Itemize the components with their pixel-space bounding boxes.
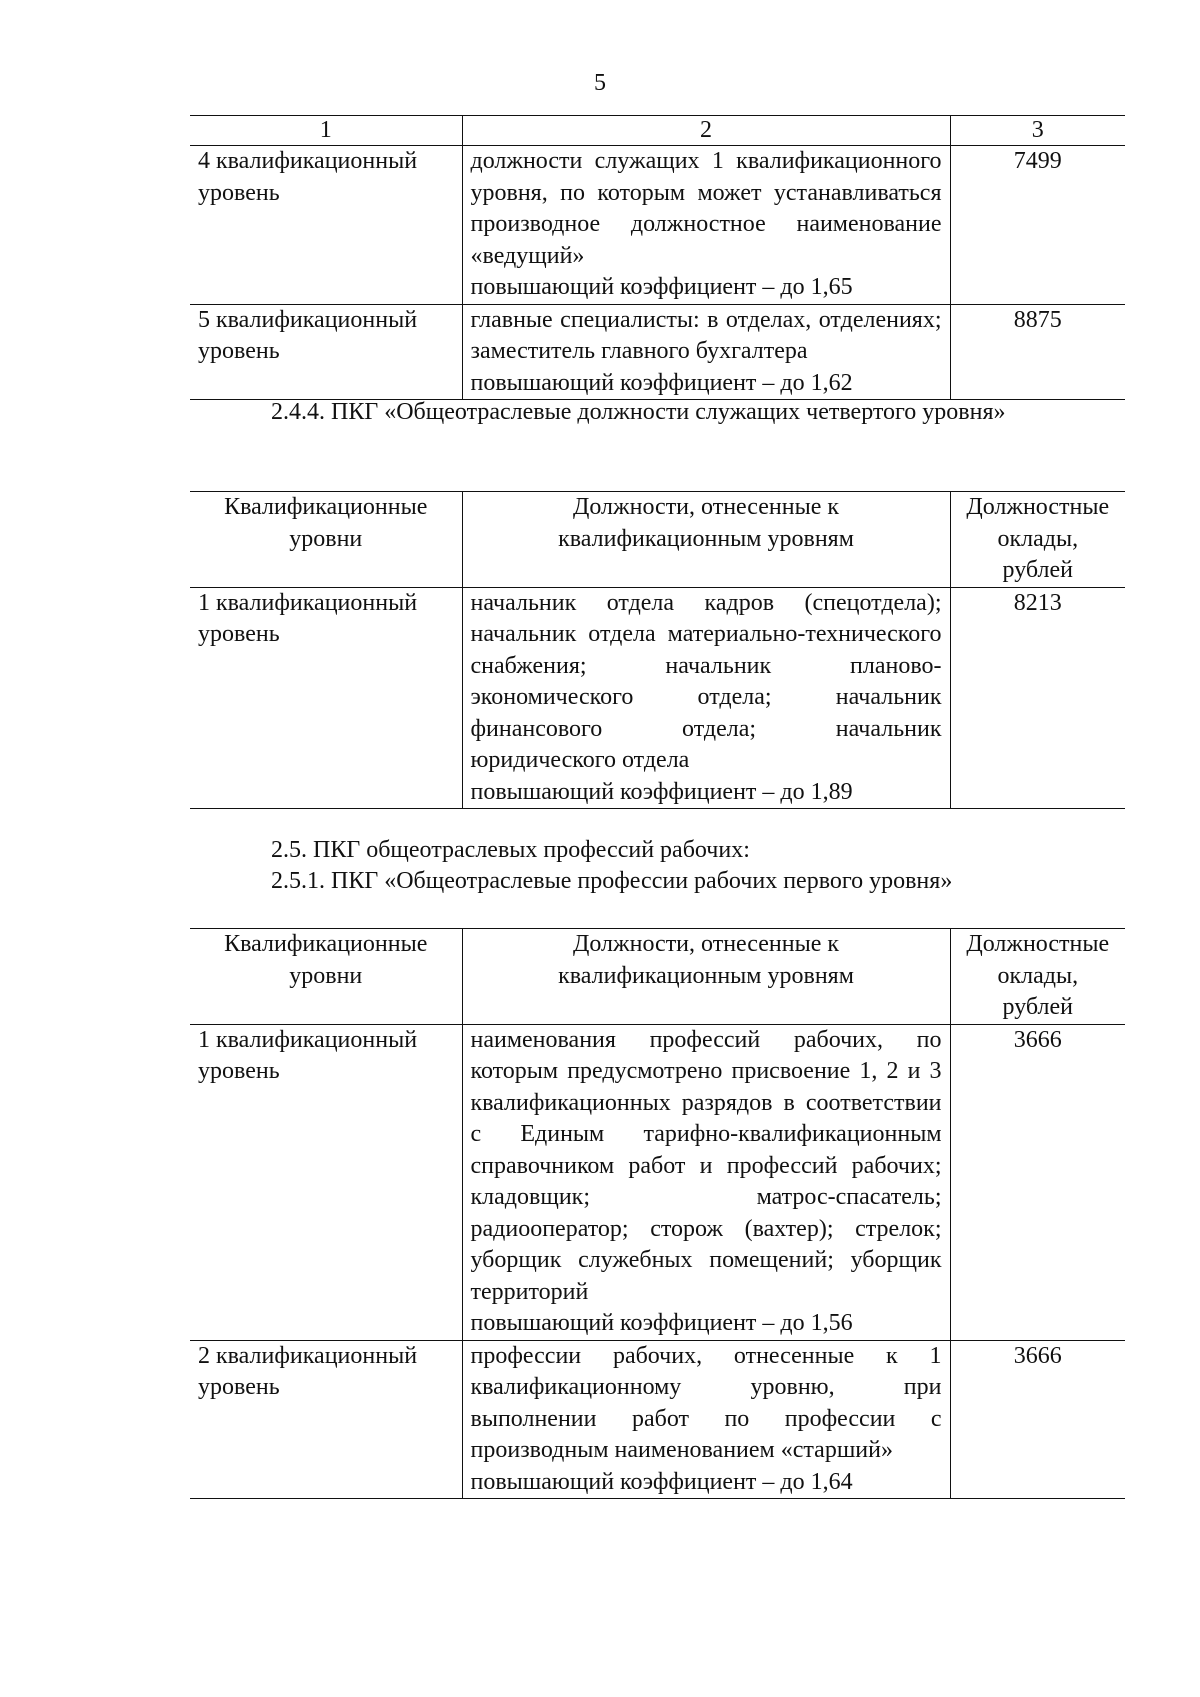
column-header: Должности, отнесенные к квалификационным уровням — [462, 929, 950, 1025]
qualification-level: 1 квалификационный уровень — [198, 589, 418, 647]
positions-text: наименования профессий рабочих, по которым предусмотрено присвоение 1, 2 и 3 квалификационных разрядов в соответствии с Единым тарифно-квалификационным справочником работ и профессий рабочих; кладовщик; матрос-спасатель; радиооператор; сторож (вахтер); стрелок; уборщик служебных помещений; уборщик территорий — [470, 1026, 942, 1305]
table-header-row — [190, 492, 1125, 588]
positions-cell — [462, 304, 950, 400]
salary-value: 3666 — [950, 1340, 1125, 1499]
salary-value: 8213 — [950, 587, 1125, 809]
salary-table — [190, 491, 1125, 809]
coefficient-text: повышающий коэффициент – до 1,62 — [470, 369, 853, 396]
positions-text: главные специалисты: в отделах, отделениях; заместитель главного бухгалтера — [470, 306, 942, 364]
positions-cell — [462, 1024, 950, 1340]
coefficient-text: повышающий коэффициент – до 1,65 — [470, 274, 853, 300]
section-heading: 2.5. ПКГ общеотраслевых профессий рабочих: — [271, 837, 750, 863]
column-header: 2 — [462, 116, 950, 146]
positions-cell — [462, 587, 950, 809]
qualification-level: 2 квалификационный уровень — [198, 1342, 418, 1400]
section-heading: 2.5.1. ПКГ «Общеотраслевые профессии рабочих первого уровня» — [271, 868, 953, 894]
coefficient-text: повышающий коэффициент – до 1,56 — [470, 1310, 853, 1336]
table-row — [190, 587, 1125, 809]
section-heading: 2.4.4. ПКГ «Общеотраслевые должности служащих четвертого уровня» — [271, 399, 1006, 425]
positions-text: профессии рабочих, отнесенные к 1 квалификационному уровню, при выполнении работ по профессии с производным наименованием «старший» — [470, 1342, 942, 1463]
page-number: 5 — [594, 70, 606, 96]
column-header: Должностные оклады, рублей — [950, 492, 1125, 588]
column-header: Квалификационные уровни — [224, 931, 428, 989]
coefficient-text: повышающий коэффициент – до 1,64 — [470, 1468, 853, 1495]
table-header-row — [190, 929, 1125, 1025]
positions-text: должности служащих 1 квалификационного уровня, по которым может устанавливаться производное должностное наименование «ведущий» — [470, 148, 942, 269]
salary-value: 7499 — [950, 146, 1125, 305]
qualification-level: 5 квалификационный уровень — [198, 306, 418, 364]
coefficient-text: повышающий коэффициент – до 1,89 — [470, 778, 853, 805]
column-header: Должности, отнесенные к квалификационным уровням — [462, 492, 950, 588]
table-row — [190, 304, 1125, 400]
table-row — [190, 1340, 1125, 1499]
qualification-level: 4 квалификационный уровень — [198, 148, 418, 206]
salary-table-continued — [190, 115, 1125, 400]
table-row — [190, 1024, 1125, 1340]
positions-text: начальник отдела кадров (спецотдела); начальник отдела материально-технического снабжения; начальник планово-экономического отдела; начальник финансового отдела; начальник юридического отдела — [470, 589, 942, 773]
table-row — [190, 146, 1125, 305]
column-header: 1 — [319, 117, 332, 143]
positions-cell — [462, 146, 950, 305]
salary-value: 3666 — [950, 1024, 1125, 1340]
column-header: Квалификационные уровни — [224, 494, 428, 552]
positions-cell — [462, 1340, 950, 1499]
column-header: Должностные оклады, рублей — [950, 929, 1125, 1025]
qualification-level: 1 квалификационный уровень — [198, 1026, 418, 1084]
column-header: 3 — [950, 116, 1125, 146]
salary-table — [190, 928, 1125, 1499]
table-header-row — [190, 116, 1125, 146]
salary-value: 8875 — [950, 304, 1125, 400]
